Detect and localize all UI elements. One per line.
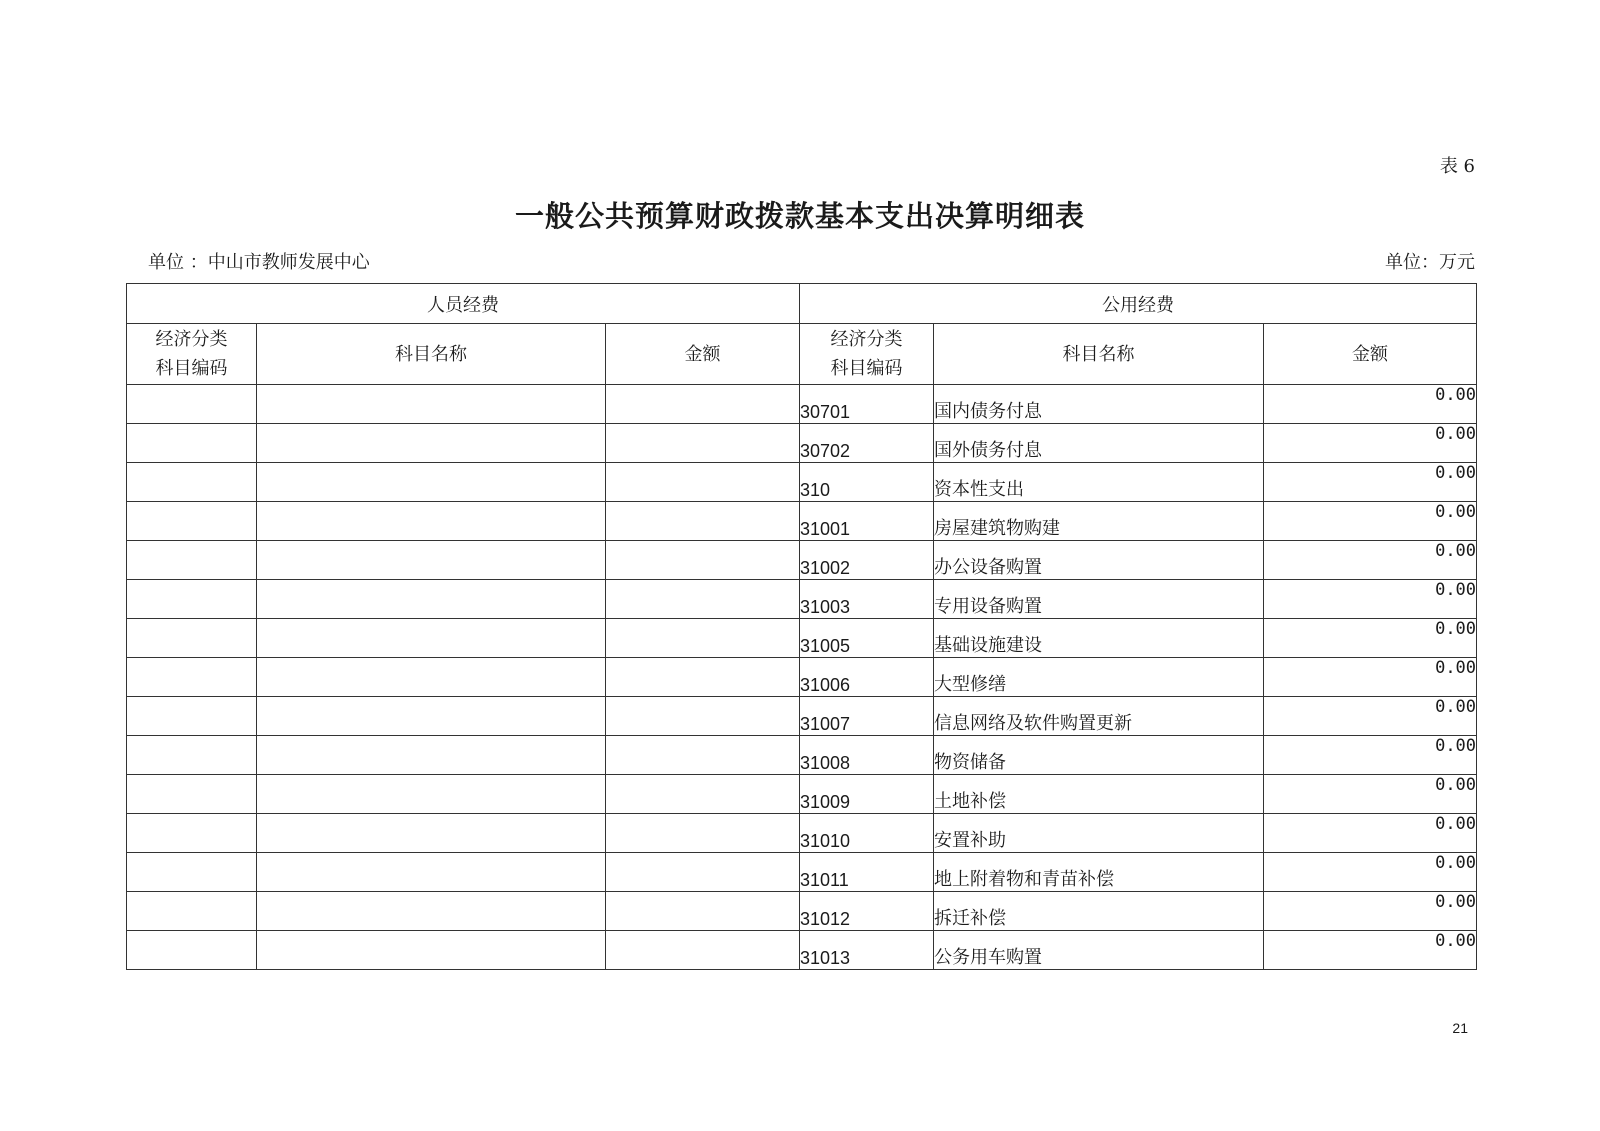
personnel-name-cell: [257, 619, 606, 658]
table-row: [127, 736, 1477, 775]
table-row: [127, 931, 1477, 970]
public-name-cell: 资本性支出: [934, 463, 1264, 502]
public-name-cell: 信息网络及软件购置更新: [934, 697, 1264, 736]
public-amount-cell: 0.00: [1264, 424, 1477, 463]
table-row: [127, 385, 1477, 424]
public-code-cell: 31013: [800, 931, 934, 970]
personnel-amount-cell: [606, 775, 800, 814]
personnel-amount-header: 金额: [606, 324, 800, 385]
code-header-line1: 经济分类: [155, 329, 228, 350]
public-code-cell: 30701: [800, 385, 934, 424]
personnel-code-cell: [127, 775, 257, 814]
table-row: [127, 892, 1477, 931]
personnel-name-cell: [257, 658, 606, 697]
public-name-cell: 拆迁补偿: [934, 892, 1264, 931]
public-name-cell: 安置补助: [934, 814, 1264, 853]
public-name-cell: 专用设备购置: [934, 580, 1264, 619]
personnel-amount-cell: [606, 463, 800, 502]
personnel-amount-cell: [606, 931, 800, 970]
personnel-code-cell: [127, 697, 257, 736]
personnel-amount-cell: [606, 541, 800, 580]
public-amount-cell: 0.00: [1264, 580, 1477, 619]
personnel-code-cell: [127, 931, 257, 970]
public-amount-cell: 0.00: [1264, 463, 1477, 502]
public-name-cell: 房屋建筑物购建: [934, 502, 1264, 541]
public-name-cell: 国内债务付息: [934, 385, 1264, 424]
personnel-code-header: [127, 324, 257, 385]
public-amount-cell: 0.00: [1264, 385, 1477, 424]
personnel-amount-cell: [606, 619, 800, 658]
public-name-cell: 土地补偿: [934, 775, 1264, 814]
personnel-name-cell: [257, 736, 606, 775]
page-number: 21: [1452, 1020, 1468, 1036]
personnel-amount-cell: [606, 892, 800, 931]
organization-unit: 单位 ：中山市教师发展中心: [148, 252, 370, 273]
public-code-header: [800, 324, 934, 385]
public-name-cell: 大型修缮: [934, 658, 1264, 697]
personnel-code-cell: [127, 814, 257, 853]
public-amount-cell: 0.00: [1264, 931, 1477, 970]
public-amount-header: 金额: [1264, 324, 1477, 385]
public-amount-cell: 0.00: [1264, 892, 1477, 931]
personnel-amount-cell: [606, 853, 800, 892]
personnel-name-cell: [257, 463, 606, 502]
table-row: [127, 775, 1477, 814]
personnel-name-cell: [257, 892, 606, 931]
public-code-cell: 31005: [800, 619, 934, 658]
personnel-code-cell: [127, 736, 257, 775]
personnel-name-cell: [257, 853, 606, 892]
table-row: [127, 463, 1477, 502]
personnel-code-cell: [127, 424, 257, 463]
public-code-cell: 31008: [800, 736, 934, 775]
public-amount-cell: 0.00: [1264, 541, 1477, 580]
personnel-name-cell: [257, 502, 606, 541]
public-header: 公用经费: [800, 284, 1477, 324]
table-row: [127, 697, 1477, 736]
personnel-name-cell: [257, 697, 606, 736]
personnel-name-cell: [257, 775, 606, 814]
public-amount-cell: 0.00: [1264, 853, 1477, 892]
personnel-name-header: 科目名称: [257, 324, 606, 385]
personnel-amount-cell: [606, 658, 800, 697]
personnel-code-cell: [127, 463, 257, 502]
personnel-code-cell: [127, 502, 257, 541]
public-code-cell: 30702: [800, 424, 934, 463]
table-row: [127, 541, 1477, 580]
personnel-amount-cell: [606, 424, 800, 463]
table-row: [127, 502, 1477, 541]
personnel-amount-cell: [606, 814, 800, 853]
public-code-cell: 31007: [800, 697, 934, 736]
public-code-cell: 31002: [800, 541, 934, 580]
personnel-header: 人员经费: [127, 284, 800, 324]
public-name-cell: 地上附着物和青苗补偿: [934, 853, 1264, 892]
public-code-cell: 31009: [800, 775, 934, 814]
public-name-cell: 物资储备: [934, 736, 1264, 775]
table-row: [127, 814, 1477, 853]
personnel-amount-cell: [606, 502, 800, 541]
personnel-code-cell: [127, 853, 257, 892]
public-amount-cell: 0.00: [1264, 658, 1477, 697]
personnel-amount-cell: [606, 697, 800, 736]
personnel-name-cell: [257, 580, 606, 619]
public-name-cell: 公务用车购置: [934, 931, 1264, 970]
table-row: [127, 619, 1477, 658]
code-header-line2: 科目编码: [155, 358, 228, 379]
table-row: [127, 580, 1477, 619]
public-amount-cell: 0.00: [1264, 775, 1477, 814]
personnel-name-cell: [257, 814, 606, 853]
personnel-code-cell: [127, 385, 257, 424]
table-row: [127, 424, 1477, 463]
public-code-cell: 31006: [800, 658, 934, 697]
code-header-line1: 经济分类: [830, 329, 903, 350]
personnel-name-cell: [257, 424, 606, 463]
public-code-cell: 31001: [800, 502, 934, 541]
public-amount-cell: 0.00: [1264, 736, 1477, 775]
public-code-cell: 31003: [800, 580, 934, 619]
personnel-code-cell: [127, 580, 257, 619]
table-row: [127, 658, 1477, 697]
public-name-cell: 国外债务付息: [934, 424, 1264, 463]
personnel-amount-cell: [606, 580, 800, 619]
public-code-cell: 31011: [800, 853, 934, 892]
personnel-name-cell: [257, 541, 606, 580]
public-amount-cell: 0.00: [1264, 619, 1477, 658]
personnel-amount-cell: [606, 736, 800, 775]
code-header-line2: 科目编码: [830, 358, 903, 379]
public-amount-cell: 0.00: [1264, 814, 1477, 853]
table-row: [127, 853, 1477, 892]
public-code-cell: 310: [800, 463, 934, 502]
document-title: 一般公共预算财政拨款基本支出决算明细表: [514, 199, 1085, 233]
public-amount-cell: 0.00: [1264, 697, 1477, 736]
table-number: 表 6: [1439, 156, 1475, 177]
personnel-code-cell: [127, 658, 257, 697]
personnel-code-cell: [127, 619, 257, 658]
public-name-cell: 基础设施建设: [934, 619, 1264, 658]
personnel-code-cell: [127, 892, 257, 931]
public-name-header: 科目名称: [934, 324, 1264, 385]
personnel-code-cell: [127, 541, 257, 580]
public-code-cell: 31012: [800, 892, 934, 931]
public-name-cell: 办公设备购置: [934, 541, 1264, 580]
currency-unit: 单位：万元: [1385, 252, 1475, 273]
personnel-name-cell: [257, 385, 606, 424]
public-amount-cell: 0.00: [1264, 502, 1477, 541]
public-code-cell: 31010: [800, 814, 934, 853]
personnel-name-cell: [257, 931, 606, 970]
expenditure-table: [126, 283, 1477, 970]
personnel-amount-cell: [606, 385, 800, 424]
